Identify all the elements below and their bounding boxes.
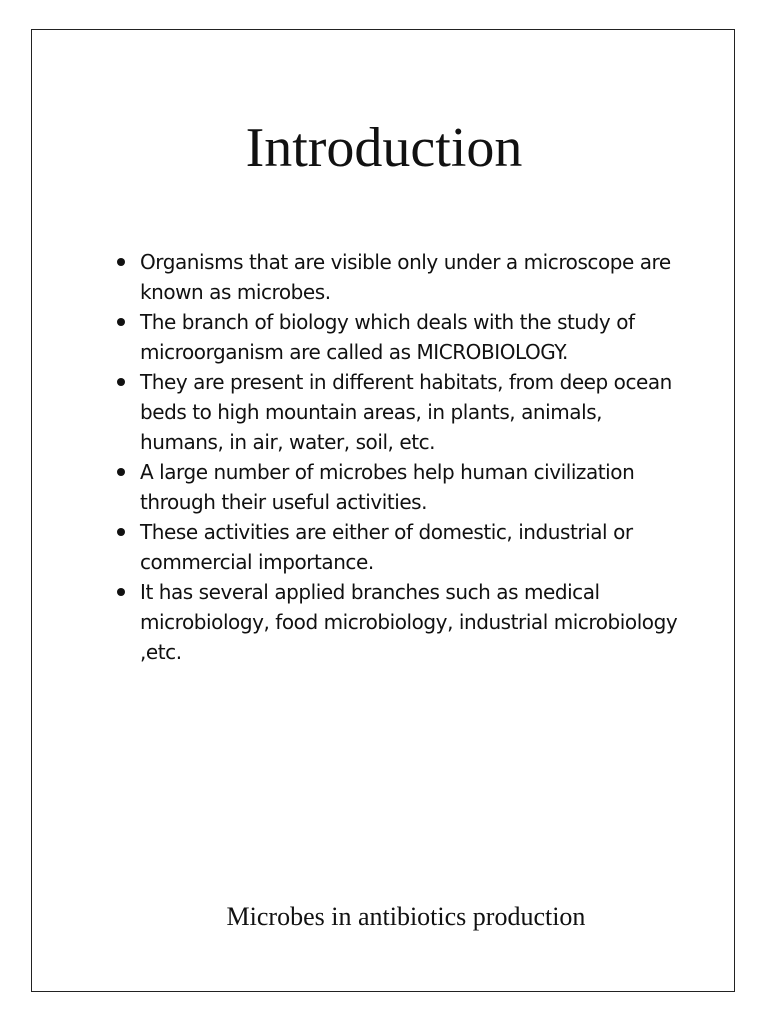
- bullet-text: The branch of biology which deals with the study of microorganism are called as MICROBIOLOGY.: [140, 310, 635, 364]
- bullet-text: They are present in different habitats, from deep ocean beds to high mountain areas, in plants, animals, humans, in air, water, soil, etc.: [140, 370, 672, 454]
- list-item: [117, 457, 687, 517]
- bullet-text: A large number of microbes help human civilization through their useful activities.: [140, 460, 635, 514]
- bullet-icon: [117, 588, 125, 596]
- slide-page: [31, 29, 735, 992]
- list-item: [117, 247, 687, 307]
- bullet-icon: [117, 528, 125, 536]
- bullet-text: It has several applied branches such as medical microbiology, food microbiology, industrial microbiology ,etc.: [140, 580, 678, 664]
- bullet-list: [117, 247, 687, 667]
- bullet-icon: [117, 258, 125, 266]
- list-item: [117, 517, 687, 577]
- bullet-text: These activities are either of domestic, industrial or commercial importance.: [140, 520, 633, 574]
- bullet-text: Organisms that are visible only under a microscope are known as microbes.: [140, 250, 671, 304]
- bullet-icon: [117, 378, 125, 386]
- list-item: [117, 307, 687, 367]
- bullet-icon: [117, 318, 125, 326]
- list-item: [117, 577, 687, 667]
- list-item: [117, 367, 687, 457]
- page-title: Introduction: [245, 117, 523, 179]
- footer-caption: Microbes in antibiotics production: [226, 902, 586, 931]
- bullet-icon: [117, 468, 125, 476]
